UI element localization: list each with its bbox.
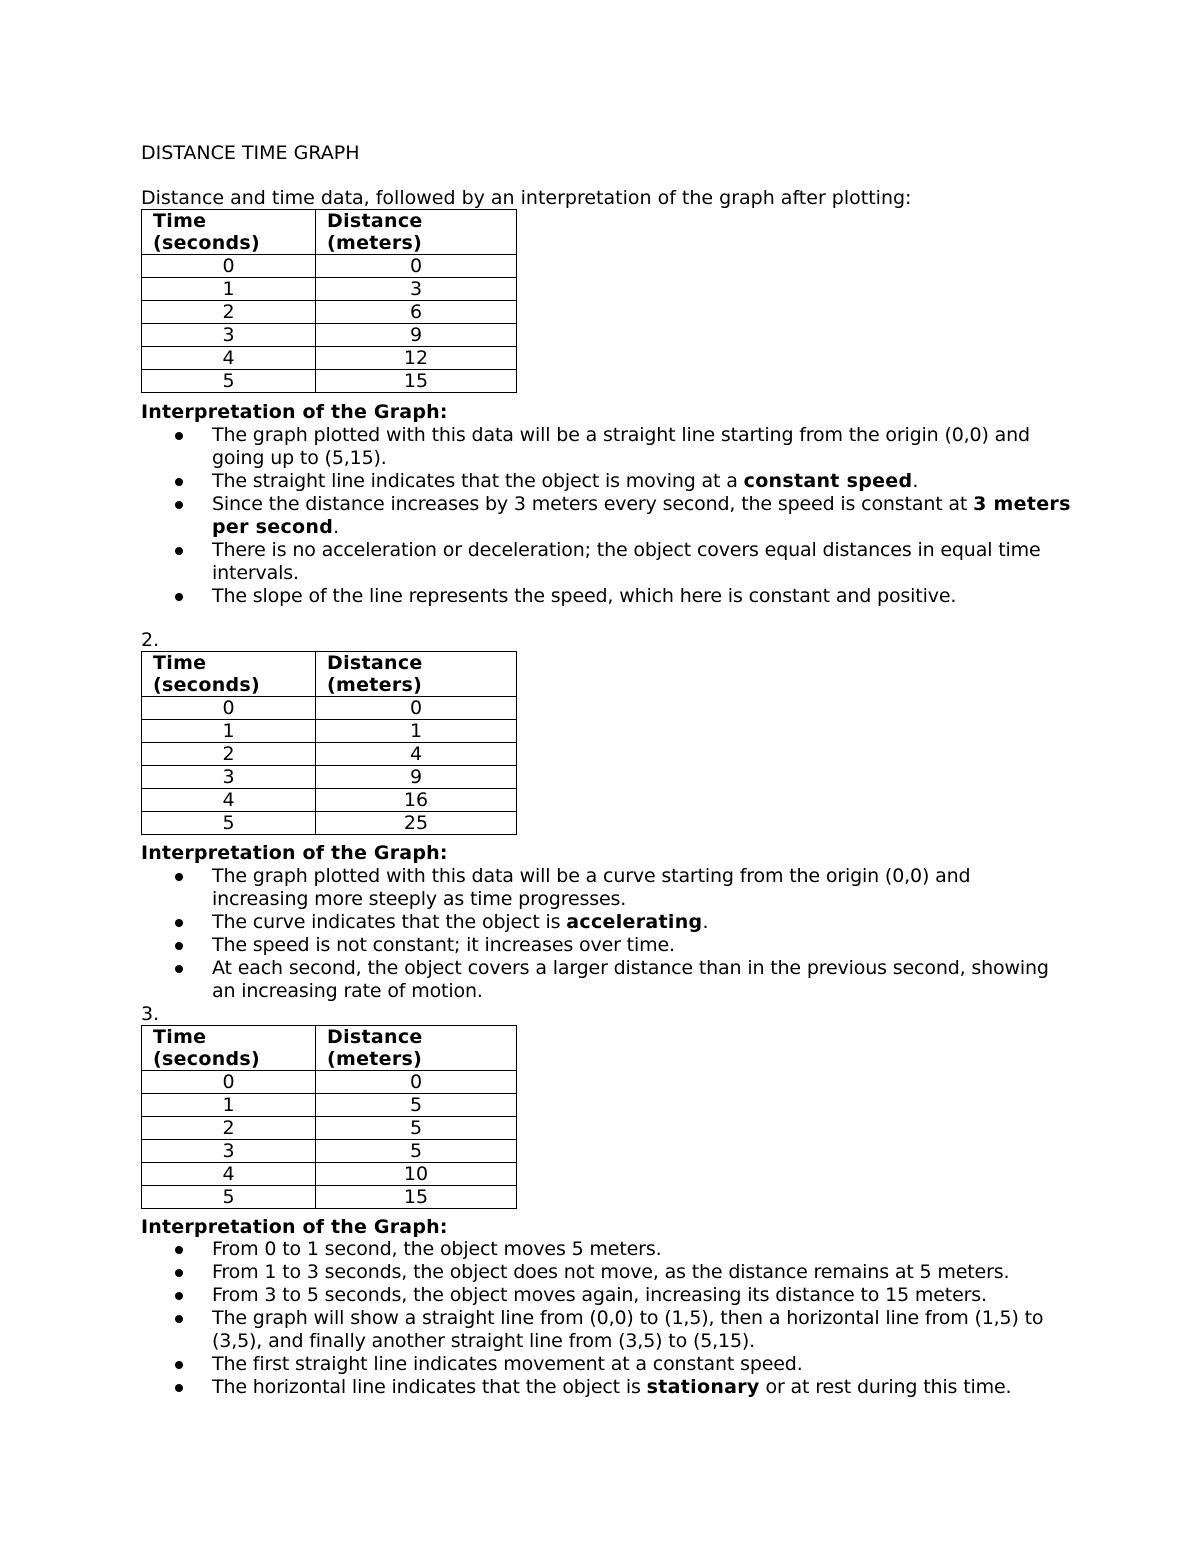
- distance-cell: 0: [316, 697, 517, 720]
- time-header: Time (seconds): [142, 1026, 316, 1071]
- bold-text: stationary: [646, 1376, 760, 1398]
- data-table-1: [141, 209, 517, 393]
- bullet-icon: [175, 1361, 183, 1369]
- table-row: [142, 1163, 517, 1186]
- table-header-row: [142, 652, 517, 697]
- bullet-text: From 1 to 3 seconds, the object does not move, as the distance remains at 5 meters.: [212, 1261, 1010, 1283]
- bullet-icon: [175, 873, 183, 881]
- bullet-text: .: [702, 911, 709, 933]
- distance-cell: 15: [316, 1186, 517, 1209]
- time-cell: 3: [142, 1140, 316, 1163]
- bullet-icon: [175, 942, 183, 950]
- interpretation-list-3: [141, 1238, 1071, 1399]
- interpretation-list-2: [141, 865, 1071, 1003]
- list-item: [141, 1261, 1071, 1284]
- distance-cell: 5: [316, 1140, 517, 1163]
- time-cell: 5: [142, 812, 316, 835]
- time-cell: 0: [142, 255, 316, 278]
- list-item: [141, 934, 1071, 957]
- interpretation-heading-1: Interpretation of the Graph:: [141, 401, 448, 423]
- distance-cell: 25: [316, 812, 517, 835]
- bullet-text: The graph plotted with this data will be a straight line starting from the origin (0,0) and going up to (5,15).: [212, 424, 1030, 469]
- bullet-icon: [175, 1292, 183, 1300]
- table-row: [142, 789, 517, 812]
- distance-cell: 5: [316, 1094, 517, 1117]
- bold-text: accelerating: [566, 911, 703, 933]
- distance-cell: 1: [316, 720, 517, 743]
- table-row: [142, 720, 517, 743]
- time-cell: 3: [142, 324, 316, 347]
- table-row: [142, 766, 517, 789]
- bullet-icon: [175, 478, 183, 486]
- table-header-row: [142, 1026, 517, 1071]
- time-cell: 1: [142, 720, 316, 743]
- time-cell: 4: [142, 789, 316, 812]
- list-item: [141, 1238, 1071, 1261]
- table-row: [142, 301, 517, 324]
- time-cell: 1: [142, 278, 316, 301]
- time-cell: 0: [142, 697, 316, 720]
- table-row: [142, 324, 517, 347]
- bullet-icon: [175, 501, 183, 509]
- table-row: [142, 1140, 517, 1163]
- distance-cell: 9: [316, 766, 517, 789]
- time-cell: 2: [142, 743, 316, 766]
- table-row: [142, 697, 517, 720]
- list-item: [141, 911, 1071, 934]
- time-header: Time (seconds): [142, 652, 316, 697]
- bullet-text: The straight line indicates that the object is moving at a: [212, 470, 744, 492]
- list-item: [141, 957, 1071, 1003]
- list-item: [141, 865, 1071, 911]
- bullet-text: .: [333, 516, 340, 538]
- bullet-text: The slope of the line represents the speed, which here is constant and positive.: [212, 585, 957, 607]
- table-row: [142, 278, 517, 301]
- time-cell: 1: [142, 1094, 316, 1117]
- bullet-text: At each second, the object covers a larger distance than in the previous second, showing an increasing rate of motion.: [212, 957, 1049, 1002]
- bullet-icon: [175, 1384, 183, 1392]
- table-row: [142, 1094, 517, 1117]
- bullet-text: The curve indicates that the object is: [212, 911, 567, 933]
- bullet-text: .: [912, 470, 919, 492]
- distance-cell: 0: [316, 1071, 517, 1094]
- distance-cell: 12: [316, 347, 517, 370]
- distance-cell: 3: [316, 278, 517, 301]
- intro-text: Distance and time data, followed by an interpretation of the graph after plotting:: [141, 187, 912, 209]
- distance-cell: 5: [316, 1117, 517, 1140]
- distance-cell: 0: [316, 255, 517, 278]
- bullet-text: From 3 to 5 seconds, the object moves again, increasing its distance to 15 meters.: [212, 1284, 987, 1306]
- list-item: [141, 493, 1071, 539]
- interpretation-heading-3: Interpretation of the Graph:: [141, 1216, 448, 1238]
- table-row: [142, 1186, 517, 1209]
- bold-text: 3 meters per second: [212, 493, 1071, 538]
- bullet-text: The first straight line indicates movement at a constant speed.: [212, 1353, 803, 1375]
- bullet-icon: [175, 1246, 183, 1254]
- time-cell: 3: [142, 766, 316, 789]
- bullet-icon: [175, 593, 183, 601]
- bold-text: constant speed: [743, 470, 913, 492]
- bullet-icon: [175, 547, 183, 555]
- list-item: [141, 585, 1071, 608]
- section-label-3: 3.: [141, 1003, 160, 1025]
- bullet-icon: [175, 919, 183, 927]
- bullet-icon: [175, 1269, 183, 1277]
- bullet-text: The horizontal line indicates that the object is: [212, 1376, 647, 1398]
- table-row: [142, 1117, 517, 1140]
- list-item: [141, 470, 1071, 493]
- bullet-icon: [175, 432, 183, 440]
- time-cell: 2: [142, 1117, 316, 1140]
- data-table-3: [141, 1025, 517, 1209]
- distance-cell: 9: [316, 324, 517, 347]
- time-cell: 0: [142, 1071, 316, 1094]
- time-cell: 4: [142, 347, 316, 370]
- table-row: [142, 255, 517, 278]
- table-row: [142, 743, 517, 766]
- time-cell: 4: [142, 1163, 316, 1186]
- table-row: [142, 370, 517, 393]
- interpretation-list-1: [141, 424, 1071, 608]
- distance-cell: 4: [316, 743, 517, 766]
- table-row: [142, 1071, 517, 1094]
- page-title: DISTANCE TIME GRAPH: [141, 142, 360, 164]
- bullet-text: There is no acceleration or deceleration; the object covers equal distances in equal time intervals.: [212, 539, 1041, 584]
- bullet-icon: [175, 1315, 183, 1323]
- bullet-text: The graph plotted with this data will be a curve starting from the origin (0,0) and increasing more steeply as time progresses.: [212, 865, 971, 910]
- list-item: [141, 1353, 1071, 1376]
- time-header: Time (seconds): [142, 210, 316, 255]
- list-item: [141, 539, 1071, 585]
- list-item: [141, 424, 1071, 470]
- bullet-text: Since the distance increases by 3 meters every second, the speed is constant at: [212, 493, 974, 515]
- list-item: [141, 1284, 1071, 1307]
- interpretation-heading-2: Interpretation of the Graph:: [141, 842, 448, 864]
- list-item: [141, 1376, 1071, 1399]
- bullet-icon: [175, 965, 183, 973]
- distance-header: Distance (meters): [316, 652, 517, 697]
- table-header-row: [142, 210, 517, 255]
- table-row: [142, 812, 517, 835]
- bullet-text: From 0 to 1 second, the object moves 5 meters.: [212, 1238, 662, 1260]
- table-row: [142, 347, 517, 370]
- section-label-2: 2.: [141, 629, 160, 651]
- time-cell: 5: [142, 1186, 316, 1209]
- distance-cell: 15: [316, 370, 517, 393]
- time-cell: 5: [142, 370, 316, 393]
- distance-header: Distance (meters): [316, 1026, 517, 1071]
- list-item: [141, 1307, 1071, 1353]
- distance-cell: 10: [316, 1163, 517, 1186]
- distance-cell: 16: [316, 789, 517, 812]
- bullet-text: The speed is not constant; it increases over time.: [212, 934, 675, 956]
- distance-header: Distance (meters): [316, 210, 517, 255]
- time-cell: 2: [142, 301, 316, 324]
- distance-cell: 6: [316, 301, 517, 324]
- bullet-text: or at rest during this time.: [759, 1376, 1012, 1398]
- bullet-text: The graph will show a straight line from (0,0) to (1,5), then a horizontal line from (1,5) to (3,5), and finally another straight line from (3,5) to (5,15).: [212, 1307, 1044, 1352]
- data-table-2: [141, 651, 517, 835]
